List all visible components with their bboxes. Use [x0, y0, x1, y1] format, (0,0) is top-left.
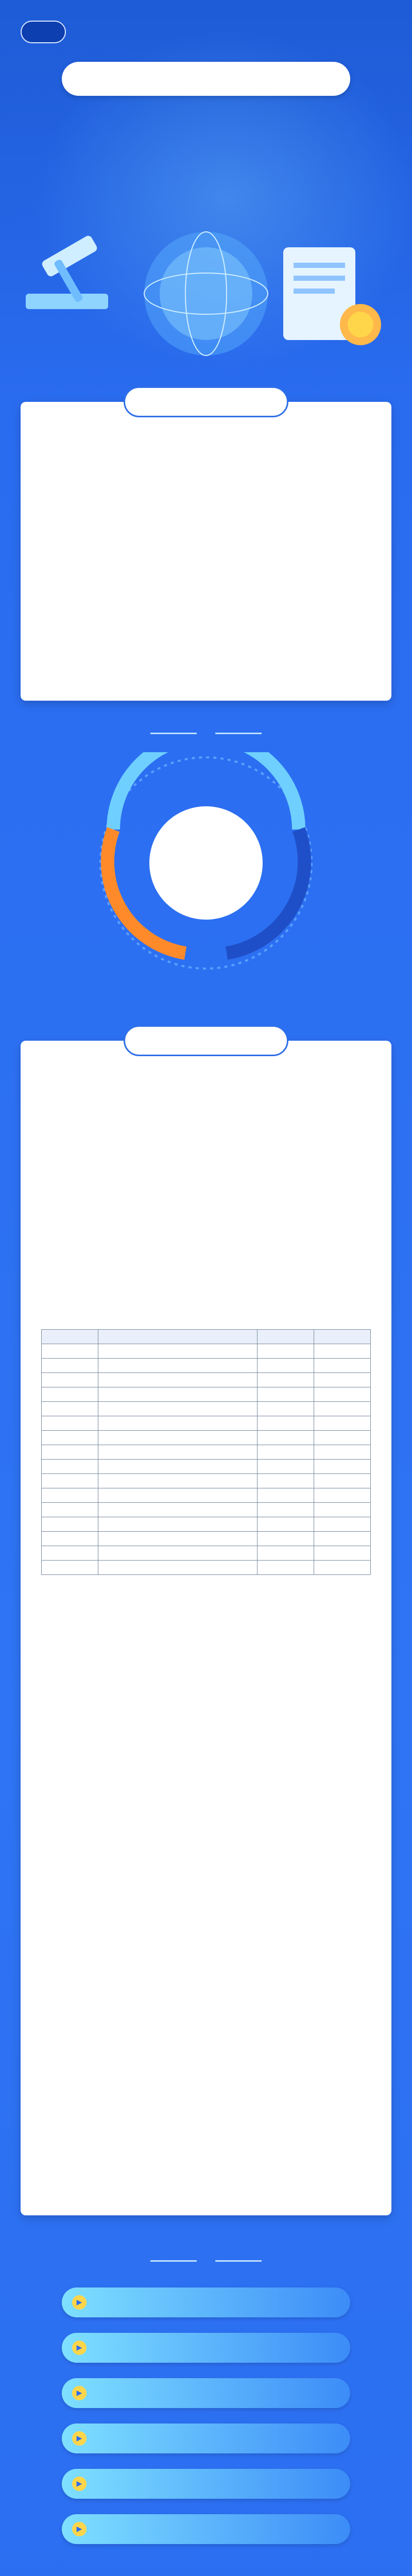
table-header [98, 1330, 258, 1344]
arrow-icon: ▶ [72, 2295, 87, 2310]
foundation-item[interactable] [62, 2424, 350, 2453]
table-cell [42, 1546, 98, 1561]
table-cell [314, 1517, 371, 1532]
table-row [42, 1344, 371, 1359]
table-cell [258, 1460, 314, 1474]
table-row [42, 1517, 371, 1532]
innovation-heading [0, 2568, 412, 2576]
table-header [42, 1330, 98, 1344]
table-cell [98, 1387, 258, 1402]
table-cell [42, 1344, 98, 1359]
table-row [42, 1488, 371, 1503]
foundation-heading [0, 2251, 412, 2268]
table-row [42, 1460, 371, 1474]
table-cell [98, 1431, 258, 1445]
table-cell [42, 1359, 98, 1373]
table-row [42, 1373, 371, 1387]
table-cell [258, 1402, 314, 1416]
foundation-item[interactable] [62, 2333, 350, 2363]
table-cell [42, 1474, 98, 1488]
table-header [314, 1330, 371, 1344]
table-cell [314, 1503, 371, 1517]
table-row [42, 1561, 371, 1575]
table-cell [314, 1344, 371, 1359]
table-row [42, 1445, 371, 1460]
foundation-item[interactable] [62, 2514, 350, 2544]
table-cell [258, 1517, 314, 1532]
table-row [42, 1503, 371, 1517]
table-header [258, 1330, 314, 1344]
foundation-item[interactable] [62, 2287, 350, 2317]
table-cell [314, 1561, 371, 1575]
table-cell [42, 1373, 98, 1387]
table-row [42, 1532, 371, 1546]
table-cell [258, 1488, 314, 1503]
table-cell [314, 1402, 371, 1416]
title-tag [62, 62, 350, 96]
table-cell [314, 1431, 371, 1445]
table-cell [258, 1387, 314, 1402]
table-cell [98, 1503, 258, 1517]
table-cell [42, 1488, 98, 1503]
table-cell [98, 1532, 258, 1546]
table-cell [98, 1416, 258, 1431]
table-cell [258, 1416, 314, 1431]
table-cell [98, 1373, 258, 1387]
gavel-icon [10, 216, 124, 330]
table-row [42, 1402, 371, 1416]
table-cell [42, 1503, 98, 1517]
table-cell [314, 1387, 371, 1402]
principles-diagram [52, 752, 360, 974]
table-cell [258, 1431, 314, 1445]
table-cell [314, 1359, 371, 1373]
guiding-heading [124, 386, 288, 417]
table-cell [98, 1402, 258, 1416]
table-cell [98, 1445, 258, 1460]
principle-2 [62, 896, 175, 927]
table-cell [258, 1532, 314, 1546]
principles-heading [0, 724, 412, 741]
table-cell [42, 1460, 98, 1474]
site-logo[interactable] [21, 21, 66, 43]
table-row [42, 1431, 371, 1445]
table-row [42, 1387, 371, 1402]
table-cell [258, 1359, 314, 1373]
table-cell [42, 1445, 98, 1460]
table-cell [314, 1546, 371, 1561]
foundation-item[interactable] [62, 2469, 350, 2499]
table-cell [314, 1488, 371, 1503]
goals-heading [124, 1025, 288, 1056]
table-row [42, 1416, 371, 1431]
document-icon [263, 237, 391, 355]
table-cell [98, 1474, 258, 1488]
table-cell [42, 1517, 98, 1532]
table-cell [258, 1561, 314, 1575]
principle-3 [242, 896, 355, 927]
globe-illustration [129, 216, 283, 371]
arrow-icon: ▶ [72, 2386, 87, 2400]
table-cell [314, 1416, 371, 1431]
table-cell [314, 1373, 371, 1387]
principle-1 [175, 809, 288, 840]
table-cell [314, 1474, 371, 1488]
table-cell [98, 1561, 258, 1575]
table-row [42, 1546, 371, 1561]
table-cell [98, 1488, 258, 1503]
table-cell [258, 1503, 314, 1517]
table-cell [98, 1359, 258, 1373]
foundation-item[interactable] [62, 2378, 350, 2408]
table-cell [98, 1517, 258, 1532]
table-cell [42, 1416, 98, 1431]
table-cell [98, 1460, 258, 1474]
table-cell [42, 1431, 98, 1445]
table-row [42, 1359, 371, 1373]
table-cell [98, 1344, 258, 1359]
table-row [42, 1474, 371, 1488]
table-cell [314, 1460, 371, 1474]
table-cell [258, 1546, 314, 1561]
table-cell [258, 1373, 314, 1387]
table-cell [42, 1561, 98, 1575]
arrow-icon: ▶ [72, 2522, 87, 2536]
guiding-card [21, 402, 391, 701]
table-cell [314, 1532, 371, 1546]
arrow-icon: ▶ [72, 2477, 87, 2491]
table-cell [314, 1445, 371, 1460]
table-cell [258, 1344, 314, 1359]
table-cell [42, 1402, 98, 1416]
table-cell [258, 1474, 314, 1488]
goals-card [21, 1041, 391, 2215]
arrow-icon: ▶ [72, 2341, 87, 2355]
table-cell [42, 1387, 98, 1402]
indicator-table [41, 1329, 371, 1575]
table-cell [42, 1532, 98, 1546]
arrow-icon: ▶ [72, 2431, 87, 2446]
table-cell [98, 1546, 258, 1561]
table-cell [258, 1445, 314, 1460]
